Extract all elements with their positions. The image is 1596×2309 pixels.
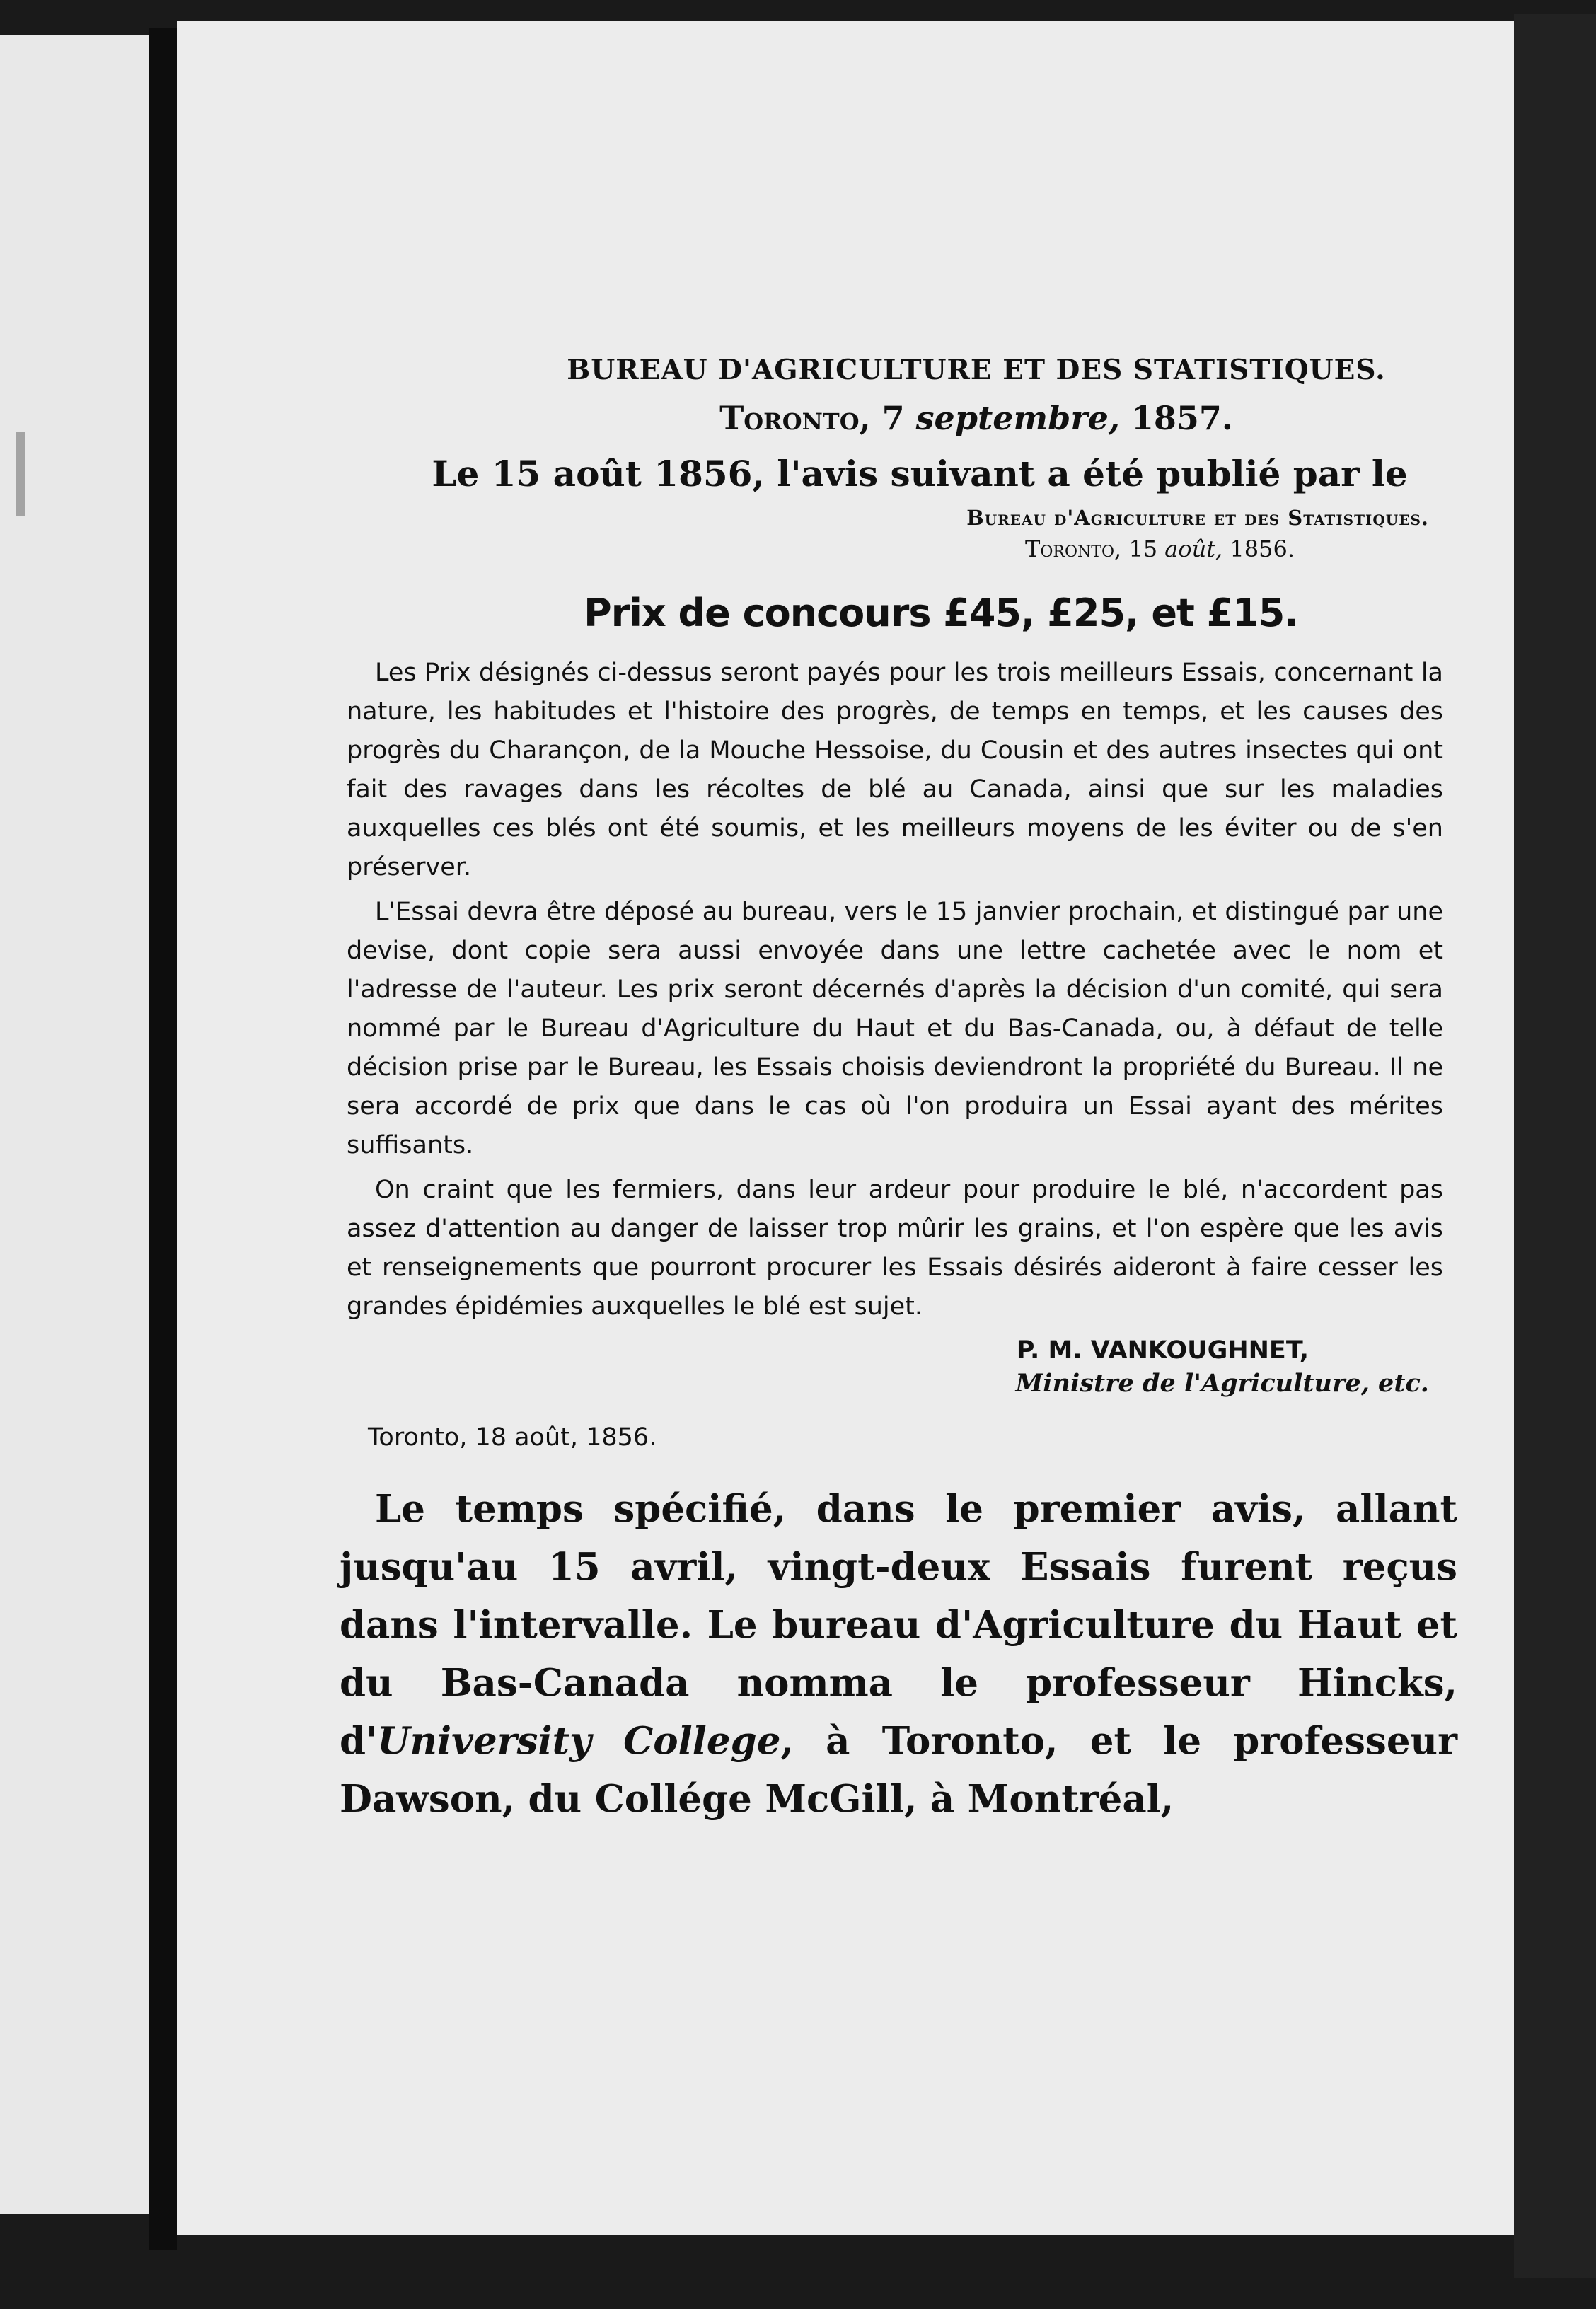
notice-paragraph-3 [311, 1171, 1457, 1326]
body-text-italic: University College [377, 1719, 781, 1763]
signature-name: P. M. VANKOUGHNET, [1016, 1336, 1309, 1365]
bureau-heading: BUREAU D'AGRICULTURE ET DES STATISTIQUES. [567, 354, 1386, 386]
facing-page [0, 35, 149, 2214]
document-page [177, 21, 1514, 2235]
dateline-day: 7 [881, 399, 905, 437]
notice-bureau: Bureau d'Agriculture et des Statistiques. [966, 506, 1429, 530]
notice-year: 1856. [1230, 536, 1295, 562]
notice-month: août, [1164, 536, 1223, 562]
body-text-part1: Le temps spécifié, dans le premier avis, allant jusqu'au 15 avril, vingt-deux Essais furent reçus dans l'intervalle. Le bureau d'Agriculture du Haut et du Bas-Canada nomma le professeur Hincks, d' [340, 1487, 1457, 1763]
book-gutter [149, 28, 177, 2250]
dateline-year: 1857. [1130, 399, 1233, 437]
body-text-part2: , à Toronto, et le professeur Dawson, du Collége McGill, à Montréal, [340, 1719, 1457, 1821]
notice-paragraph-1-text: Les Prix désignés ci-dessus seront payés pour les trois meilleurs Essais, concernant la nature, les habitudes et l'histoire des progrès, de temps en temps, et les causes des progrès du Charançon, de la Mouche Hessoise, du Cousin et des autres insectes qui ont fait des ravages dans les récoltes de blé au Canada, ainsi que sur les maladies auxquelles ces blés ont été soumis, et les meilleurs moyens de les éviter ou de s'en préserver. [347, 659, 1443, 881]
notice-paragraph-3-text: On craint que les fermiers, dans leur ardeur pour produire le blé, n'accordent pas assez d'attention au danger de laisser trop mûrir les grains, et l'on espère que les avis et renseignements que pourront procurer les Essais désirés aideront à faire cesser les grandes épidémies auxquelles le blé est sujet. [347, 1176, 1443, 1321]
signature-title: Ministre de l'Agriculture, etc. [1015, 1369, 1429, 1398]
page-content [311, 354, 1457, 1828]
notice-paragraph-2 [311, 893, 1457, 1165]
intro-line: Le 15 août 1856, l'avis suivant a été publié par le [432, 453, 1408, 494]
notice-place: Toronto, 15 [1025, 536, 1158, 562]
dateline [311, 399, 1457, 437]
dateline-place: Toronto, [719, 399, 871, 437]
page-edge [1514, 14, 1596, 2278]
dateline-month: septembre, [915, 399, 1120, 437]
prize-title: Prix de concours £45, £25, et £15. [584, 591, 1298, 635]
notice-paragraph-2-text: L'Essai devra être déposé au bureau, vers le 15 janvier prochain, et distingué par une devise, dont copie sera aussi envoyée dans une lettre cachetée avec le nom et l'adresse de l'auteur. Les prix seront décernés d'après la décision d'un comité, qui sera nommé par le Bureau d'Agriculture du Haut et du Bas-Canada, ou, à défaut de telle décision prise par le Bureau, les Essais choisis deviendront la propriété du Bureau. Il ne sera accordé de prix que dans le cas où l'on produira un Essai ayant des mérites suffisants. [347, 898, 1443, 1159]
notice-dateline [311, 536, 1295, 562]
body-paragraph [311, 1480, 1457, 1828]
facing-page-mark [16, 432, 25, 516]
notice-paragraph-1 [311, 654, 1457, 887]
signature-place-date: Toronto, 18 août, 1856. [368, 1423, 657, 1452]
